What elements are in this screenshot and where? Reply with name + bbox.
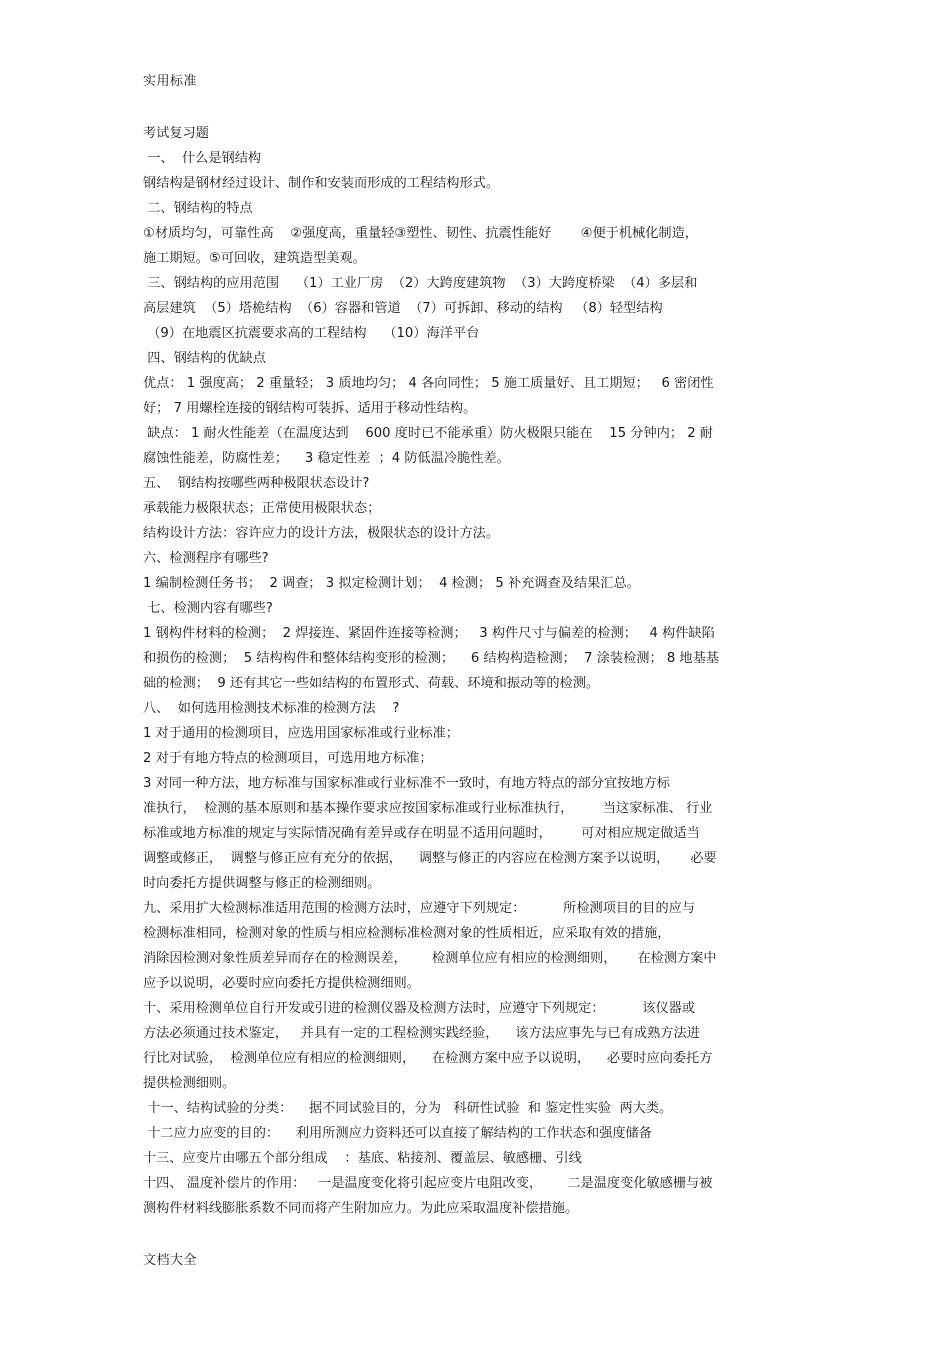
text-line: 3 对同一种方法，地方标准与国家标准或行业标准不一致时，有地方特点的部分宜按地方标 (143, 776, 670, 791)
text-line: （9）在地震区抗震要求高的工程结构 （10）海洋平台 (143, 326, 480, 341)
text-line: 十二应力应变的目的： 利用所测应力资料还可以直接了解结构的工作状态和强度储备 (143, 1126, 652, 1141)
text-line: 1 钢构件材料的检测； 2 焊接连、紧固件连接等检测； 3 构件尺寸与偏差的检测； 4 构件缺陷 (143, 626, 715, 641)
text-line: 好； 7 用螺栓连接的钢结构可装拆、适用于移动性结构。 (143, 401, 477, 416)
text-line: 十、采用检测单位自行开发或引进的检测仪器及检测方法时，应遵守下列规定： 该仪器或 (143, 1001, 696, 1016)
text-line: 行比对试验， 检测单位应有相应的检测细则， 在检测方案中应予以说明， 必要时应向委托方 (143, 1051, 713, 1066)
page-header: 实用标准 (143, 74, 198, 89)
text-line: 应予以说明，必要时应向委托方提供检测细则。 (143, 976, 420, 991)
text-line: 缺点： 1 耐火性能差（在温度达到 600 度时已不能承重）防火极限只能在 15 分钟内； 2 耐 (143, 426, 713, 441)
text-line: 础的检测； 9 还有其它一些如结构的布置形式、荷载、环境和振动等的检测。 (143, 676, 600, 691)
text-line: 结构设计方法：容许应力的设计方法，极限状态的设计方法。 (143, 526, 500, 541)
text-line: 提供检测细则。 (143, 1076, 236, 1091)
page-footer: 文档大全 (143, 1253, 198, 1268)
text-line: 准执行， 检测的基本原则和基本操作要求应按国家标准或行业标准执行， 当这家标准、 行业 (143, 801, 713, 816)
text-line: 一、 什么是钢结构 (143, 151, 262, 166)
text-line: 1 对于通用的检测项目，应选用国家标准或行业标准； (143, 726, 459, 741)
text-line: 七、检测内容有哪些? (143, 601, 273, 616)
text-line: 标准或地方标准的规定与实际情况确有差异或存在明显不适用问题时， 可对相应规定做适当 (143, 826, 700, 841)
text-line: 三、钢结构的应用范围 （1）工业厂房 （2）大跨度建筑物 （3）大跨度桥梁 （4）多层和 (143, 276, 698, 291)
text-line: 和损伤的检测； 5 结构构件和整体结构变形的检测； 6 结构构造检测； 7 涂装检测； 8 地基基 (143, 651, 719, 666)
text-line: 检测标准相同，检测对象的性质与相应检测标准检测对象的性质相近，应采取有效的措施， (143, 926, 671, 941)
text-line: 时向委托方提供调整与修正的检测细则。 (143, 876, 381, 891)
text-line: 十三、应变片由哪五个部分组成 ：基底、粘接剂、覆盖层、敏感栅、引线 (143, 1151, 582, 1166)
text-line: 八、 如何选用检测技术标准的检测方法 ? (143, 701, 400, 716)
text-line: 1 编制检测任务书； 2 调查； 3 拟定检测计划； 4 检测； 5 补充调查及结果汇总。 (143, 576, 640, 591)
text-line: ①材质均匀，可靠性高 ②强度高，重量轻③塑性、韧性、抗震性能好 ④便于机械化制造， (143, 226, 698, 241)
text-line: 高层建筑 （5）塔桅结构 （6）容器和管道 （7）可拆卸、移动的结构 （8）轻型结构 (143, 301, 663, 316)
text-line: 九、采用扩大检测标准适用范围的检测方法时，应遵守下列规定： 所检测项目的目的应与 (143, 901, 696, 916)
text-line: 2 对于有地方特点的检测项目，可选用地方标准； (143, 751, 433, 766)
text-line: 施工期短。⑤可回收，建筑造型美观。 (143, 251, 366, 266)
text-line: 消除因检测对象性质差异而存在的检测误差， 检测单位应有相应的检测细则， 在检测方案中 (143, 951, 717, 966)
document-body (143, 121, 808, 1221)
text-line: 二、钢结构的特点 (143, 201, 253, 216)
document-title: 考试复习题 (143, 126, 209, 141)
text-line: 十一、结构试验的分类： 据不同试验目的，分为 科研性试验 和 鉴定性实验 两大类。 (143, 1101, 673, 1116)
text-line: 钢结构是钢材经过设计、制作和安装而形成的工程结构形式。 (143, 176, 500, 191)
text-line: 十四、 温度补偿片的作用： 一是温度变化将引起应变片电阻改变， 二是温度变化敏感栅与被 (143, 1176, 713, 1191)
text-line: 腐蚀性能差，防腐性差； 3 稳定性差 ；4 防低温冷脆性差。 (143, 451, 510, 466)
text-line: 测构件材料线膨胀系数不同而将产生附加应力。为此应采取温度补偿措施。 (143, 1201, 579, 1216)
text-line: 六、检测程序有哪些? (143, 551, 269, 566)
text-line: 优点： 1 强度高； 2 重量轻； 3 质地均匀； 4 各向同性； 5 施工质量好、且工期短； 6 密闭性 (143, 376, 714, 391)
text-line: 方法必须通过技术鉴定， 并具有一定的工程检测实践经验， 该方法应事先与已有成熟方法进 (143, 1026, 700, 1041)
text-line: 承载能力极限状态；正常使用极限状态； (143, 501, 381, 516)
text-line: 调整或修正， 调整与修正应有充分的依据， 调整与修正的内容应在检测方案予以说明， 必要 (143, 851, 717, 866)
text-line: 五、 钢结构按哪些两种极限状态设计? (143, 476, 370, 491)
text-line: 四、钢结构的优缺点 (143, 351, 266, 366)
